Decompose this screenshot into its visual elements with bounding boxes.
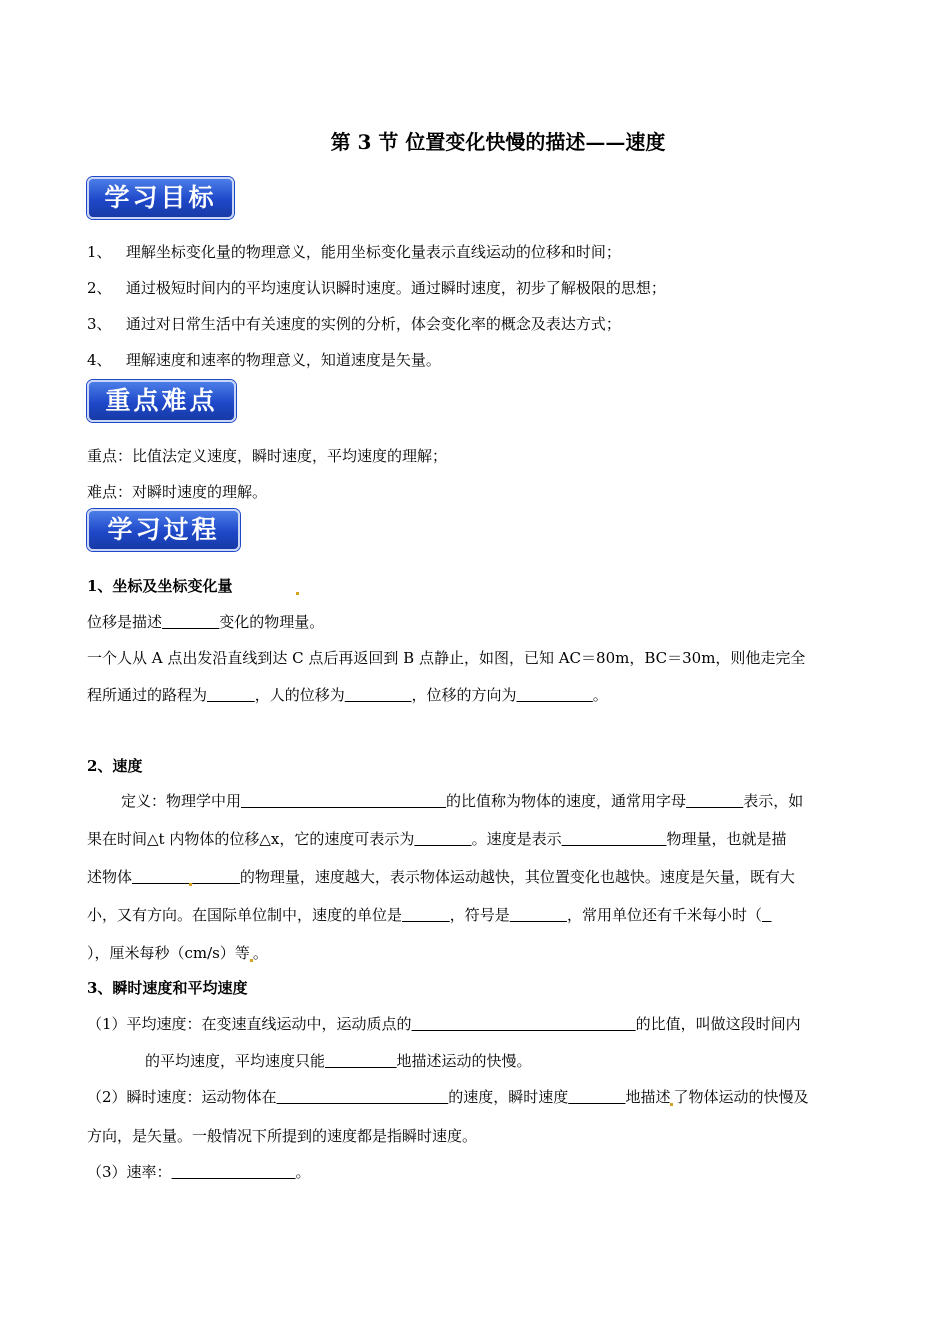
text: 定义：物理学中用 xyxy=(121,792,242,810)
text: （3）速率： xyxy=(87,1163,172,1181)
objective-number: 3、 xyxy=(87,315,112,333)
objective-text: 理解速度和速率的物理意义，知道速度是矢量。 xyxy=(125,351,441,369)
text: 。 xyxy=(252,944,268,962)
text: ，人的位移为 xyxy=(254,686,345,704)
text: 小，又有方向。在国际单位制中，速度的单位是 xyxy=(87,906,403,924)
blank xyxy=(325,1052,397,1070)
page-title: 第 3 节 位置变化快慢的描述——速度 xyxy=(330,130,666,154)
blank xyxy=(414,830,471,848)
blank xyxy=(402,906,450,924)
text: ，符号是 xyxy=(449,906,510,924)
blank xyxy=(510,906,567,924)
text: 变化的物理量。 xyxy=(219,613,325,631)
blank xyxy=(345,686,412,704)
blank xyxy=(568,1088,625,1106)
section2-line5 xyxy=(87,943,864,963)
blank xyxy=(277,1088,449,1106)
text: ，常用单位还有千米每小时（ xyxy=(566,906,762,924)
text: 程所通过的路程为 xyxy=(87,686,208,704)
text: 地描述运动的快慢。 xyxy=(396,1052,532,1070)
objective-number: 1、 xyxy=(87,243,112,261)
objective-number: 2、 xyxy=(87,279,112,297)
section3-p1-line1 xyxy=(87,1014,864,1034)
blank xyxy=(762,906,772,924)
text: ，位移的方向为 xyxy=(411,686,517,704)
objective-3 xyxy=(87,314,864,334)
text: （2）瞬时速度：运动物体在 xyxy=(87,1088,277,1106)
blank xyxy=(172,1163,296,1181)
badge-objectives: 学习目标 xyxy=(87,177,234,219)
marker-dot xyxy=(296,592,299,595)
marker-dot xyxy=(189,883,192,886)
difficulty-point: 难点：对瞬时速度的理解。 xyxy=(87,483,268,501)
blank xyxy=(241,792,446,810)
objective-text: 理解坐标变化量的物理意义，能用坐标变化量表示直线运动的位移和时间； xyxy=(125,243,621,261)
section2-heading: 2、速度 xyxy=(87,757,143,775)
text: 表示，如 xyxy=(743,792,804,810)
objective-text: 通过对日常生活中有关速度的实例的分析，体会变化率的概念及表达方式； xyxy=(125,315,621,333)
section3-p1-line2 xyxy=(145,1051,864,1071)
section1-heading xyxy=(87,576,864,596)
text: ），厘米每秒（cm/s）等 xyxy=(87,944,250,962)
blank xyxy=(207,686,255,704)
blank xyxy=(132,868,240,886)
blank xyxy=(517,686,593,704)
blank xyxy=(412,1015,636,1033)
text: 。速度是表示 xyxy=(471,830,562,848)
text: 地描述 xyxy=(625,1088,671,1106)
blank xyxy=(562,830,667,848)
objective-4 xyxy=(87,350,864,370)
blank xyxy=(686,792,743,810)
key-point: 重点：比值法定义速度，瞬时速度，平均速度的理解； xyxy=(87,447,448,465)
objective-1 xyxy=(87,242,864,262)
text: 果在时间△t 内物体的位移△x，它的速度可表示为 xyxy=(87,830,415,848)
section2-line1 xyxy=(87,791,864,811)
section1-line2: 一个人从 A 点出发沿直线到达 C 点后再返回到 B 点静止，如图，已知 AC＝80m，BC＝30m，则他走完全 xyxy=(87,649,806,667)
blank xyxy=(162,613,219,631)
text: 了物体运动的快慢及 xyxy=(673,1088,809,1106)
section2-line2 xyxy=(87,829,864,849)
text: 的比值，叫做这段时间内 xyxy=(635,1015,801,1033)
section3-heading: 3、瞬时速度和平均速度 xyxy=(87,979,248,997)
section3-p3 xyxy=(87,1162,864,1182)
section1-line1 xyxy=(87,612,864,632)
text: 。 xyxy=(592,686,608,704)
section2-line3 xyxy=(87,867,864,887)
heading-text: 1、坐标及坐标变化量 xyxy=(87,577,233,595)
objective-number: 4、 xyxy=(87,351,112,369)
text: 述物体 xyxy=(87,868,133,886)
text: 。 xyxy=(295,1163,311,1181)
section3-p2-line2: 方向，是矢量。一般情况下所提到的速度都是指瞬时速度。 xyxy=(87,1127,478,1145)
text: （1）平均速度：在变速直线运动中，运动质点的 xyxy=(87,1015,412,1033)
section2-line4 xyxy=(87,905,864,925)
objective-text: 通过极短时间内的平均速度认识瞬时速度。通过瞬时速度，初步了解极限的思想； xyxy=(125,279,666,297)
badge-process: 学习过程 xyxy=(87,509,240,551)
section3-p2-line1 xyxy=(87,1087,864,1107)
text: 的速度，瞬时速度 xyxy=(448,1088,569,1106)
text: 物理量，也就是描 xyxy=(666,830,787,848)
text: 的平均速度，平均速度只能 xyxy=(145,1052,326,1070)
text: 的物理量，速度越大，表示物体运动越快，其位置变化也越快。速度是矢量，既有大 xyxy=(239,868,795,886)
section1-line3 xyxy=(87,685,864,705)
objective-2 xyxy=(87,278,864,298)
badge-keypoints: 重点难点 xyxy=(87,380,236,422)
text: 位移是描述 xyxy=(87,613,163,631)
text: 的比值称为物体的速度，通常用字母 xyxy=(446,792,687,810)
